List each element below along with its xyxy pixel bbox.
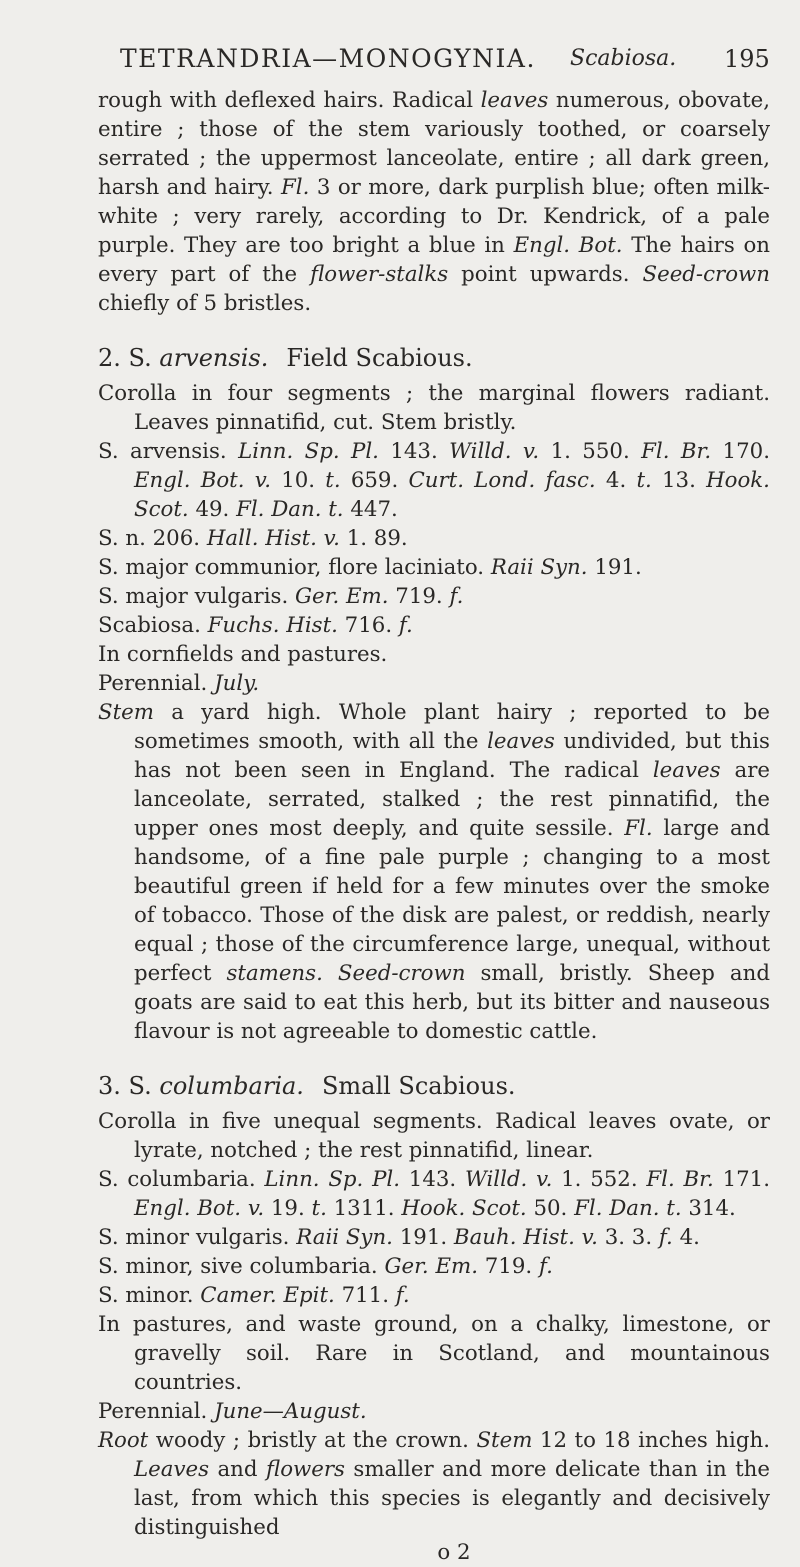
species-character: Corolla in five unequal segments. Radical leaves ovate, or lyrate, notched ; the rest pinnatifid, linear. [98, 1109, 770, 1163]
class-order-title: TETRANDRIA—MONOGYNIA. [120, 44, 536, 73]
synonym-line: S. minor. Camer. Epit. 711. f. [98, 1283, 410, 1308]
species-heading-arvensis: 2. S. arvensis. Field Scabious. [98, 344, 473, 372]
habitat-line: In pastures, and waste ground, on a chalky, limestone, or gravelly soil. Rare in Scotland, and mountainous countries. [98, 1312, 770, 1395]
genus-name: Scabiosa. [570, 46, 677, 71]
synonym-line: S. major vulgaris. Ger. Em. 719. f. [98, 584, 464, 609]
duration-line: Perennial. June—August. [98, 1399, 367, 1424]
continuation-paragraph: rough with deflexed hairs. Radical leaves numerous, obovate, entire ; those of the stem variously toothed, or coarsely serrated ; the uppermost lanceolate, entire ; all dark green, harsh and hairy. Fl. 3 or more, dark purplish blue; often milk-white ; very rarely, according to Dr. Kendrick, of a pale purple. They are too bright a blue in Engl. Bot. The hairs on every part of the flower-stalks point upwards. Seed-crown chiefly of 5 bristles. [98, 88, 771, 316]
species-heading-columbaria: 3. S. columbaria. Small Scabious. [98, 1072, 516, 1100]
synonym-line: S. arvensis. Linn. Sp. Pl. 143. Willd. v. 1. 550. Fl. Br. 170. Engl. Bot. v. 10. t. 659. Curt. Lond. fasc. 4. t. 13. Hook. Scot. 49. Fl. Dan. t. 447. [98, 439, 770, 522]
synonym-line: S. minor vulgaris. Raii Syn. 191. Bauh. Hist. v. 3. 3. f. 4. [98, 1225, 700, 1250]
synonym-line: Scabiosa. Fuchs. Hist. 716. f. [98, 613, 413, 638]
description-paragraph: Stem a yard high. Whole plant hairy ; reported to be sometimes smooth, with all the leaves undivided, but this has not been seen in England. The radical leaves are lanceolate, serrated, stalked ; the rest pinnatifid, the upper ones most deeply, and quite sessile. Fl. large and handsome, of a fine pale purple ; changing to a most beautiful green if held for a few minutes over the smoke of tobacco. Those of the disk are palest, or reddish, nearly equal ; those of the circumference large, unequal, without perfect stamens. Seed-crown small, bristly. Sheep and goats are said to eat this herb, but its bitter and nauseous flavour is not agreeable to domestic cattle. [98, 700, 770, 1044]
synonym-line: S. columbaria. Linn. Sp. Pl. 143. Willd. v. 1. 552. Fl. Br. 171. Engl. Bot. v. 19. t. 1311. Hook. Scot. 50. Fl. Dan. t. 314. [98, 1167, 770, 1221]
synonym-line: S. minor, sive columbaria. Ger. Em. 719. f. [98, 1254, 553, 1279]
duration-line: Perennial. July. [98, 671, 260, 696]
page-number: 195 [724, 45, 770, 73]
running-header [120, 44, 770, 84]
description-paragraph: Root woody ; bristly at the crown. Stem 12 to 18 inches high. Leaves and flowers smaller and more delicate than in the last, from which this species is elegantly and decisively distinguished [98, 1428, 770, 1540]
species-character: Corolla in four segments ; the marginal flowers radiant. Leaves pinnatifid, cut. Stem bristly. [98, 381, 770, 435]
synonym-line: S. n. 206. Hall. Hist. v. 1. 89. [98, 526, 408, 551]
habitat-line: In cornfields and pastures. [98, 642, 388, 667]
synonym-line: S. major communior, flore laciniato. Raii Syn. 191. [98, 555, 642, 580]
signature-mark: o 2 [437, 1540, 471, 1565]
page-body [98, 86, 770, 1567]
